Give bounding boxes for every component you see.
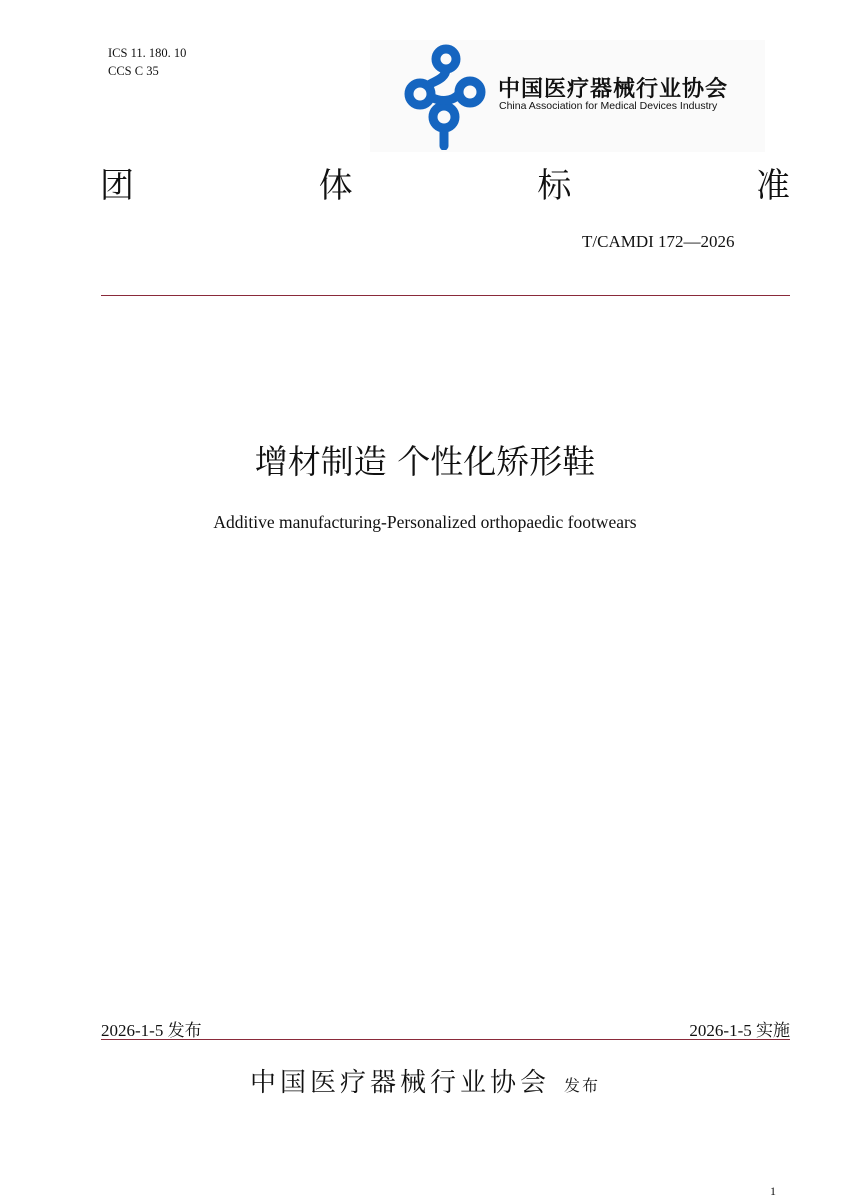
top-divider — [101, 295, 790, 296]
standard-number: T/CAMDI 172—2026 — [582, 232, 735, 251]
ics-code: ICS 11. 180. 10 — [108, 46, 187, 60]
implement-date: 2026-1-5 实施 — [689, 1021, 790, 1040]
org-logo-icon — [400, 42, 495, 150]
org-name-en: China Association for Medical Devices Industry — [499, 100, 718, 112]
classification-codes — [108, 44, 186, 80]
ccs-code: CCS C 35 — [108, 64, 159, 78]
publish-date: 2026-1-5 发布 — [101, 1021, 202, 1040]
document-title-cn: 增材制造 个性化矫形鞋 — [254, 442, 596, 481]
standard-type-char: 准 — [755, 166, 790, 206]
standard-type-heading — [100, 158, 790, 207]
standard-type-char: 标 — [537, 166, 572, 206]
org-name-cn: 中国医疗器械行业协会 — [498, 77, 729, 102]
publisher-suffix: 发布 — [564, 1076, 601, 1095]
org-logo-block — [370, 40, 765, 152]
page-number: 1 — [770, 1184, 776, 1198]
bottom-divider — [101, 1039, 790, 1040]
document-title-en: Additive manufacturing-Personalized orthopaedic footwears — [213, 512, 637, 532]
standard-type-char: 团 — [100, 166, 134, 206]
publisher-name: 中国医疗器械行业协会 — [249, 1068, 550, 1098]
standard-type-char: 体 — [318, 166, 353, 206]
publisher-line — [0, 1062, 850, 1099]
